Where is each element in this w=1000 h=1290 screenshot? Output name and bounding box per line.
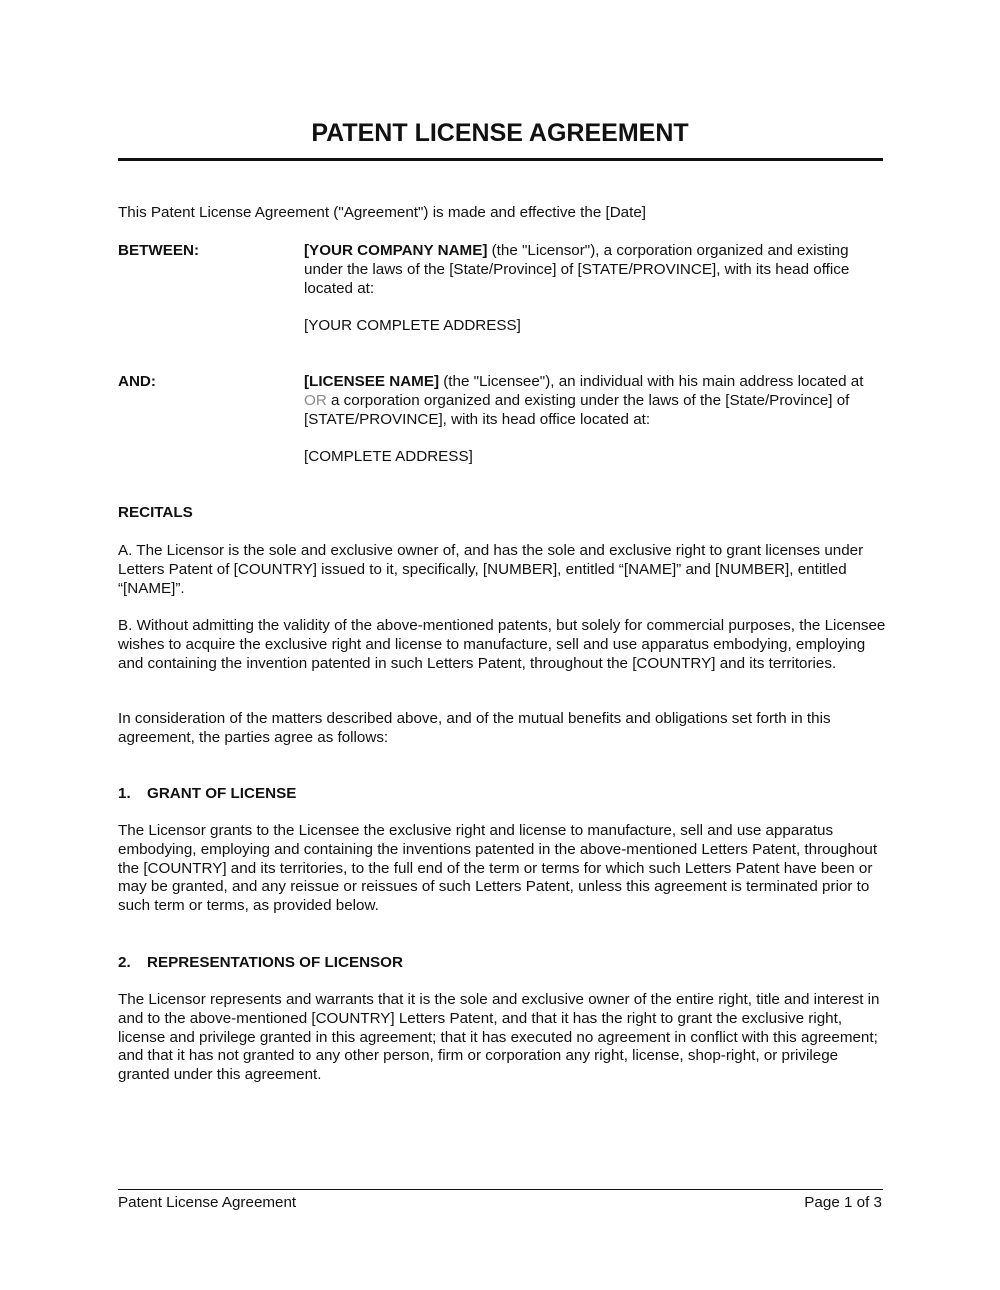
section-title: GRANT OF LICENSE (147, 785, 297, 802)
consideration-paragraph: In consideration of the matters described above, and of the mutual benefits and obligations set forth in this agreement, the parties agree as follows: (118, 710, 831, 746)
intro-paragraph: This Patent License Agreement ("Agreement") is made and effective the [Date] (118, 204, 647, 221)
document-title: PATENT LICENSE AGREEMENT (311, 119, 689, 147)
section-1-body: The Licensor grants to the Licensee the exclusive right and license to manufacture, sell and use apparatus embodying, employing and containing the inventions patented in the above-mentioned Letters Patent, throughout the [COUNTRY] and its territories, to the full end of the term or terms for which such Letters Patent have been or may be granted, and any reissue or reissues of such Letters Patent, unless this agreement is terminated prior to such term or terms, as provided below. (118, 822, 878, 915)
between-label: BETWEEN: (118, 242, 199, 259)
licensee-name: [LICENSEE NAME] (304, 373, 440, 390)
section-title: REPRESENTATIONS OF LICENSOR (147, 954, 403, 971)
section-number: 2. (118, 954, 131, 971)
licensor-paragraph (304, 242, 884, 298)
section-number: 1. (118, 785, 131, 802)
and-label: AND: (118, 373, 156, 390)
section-1-heading (118, 785, 296, 804)
section-2-body: The Licensor represents and warrants that it is the sole and exclusive owner of the entire right, title and interest in and to the above-mentioned [COUNTRY] Letters Patent, and that it has the right to grant the exclusive right, license and privilege granted in this agreement; that it has executed no agreement in conflict with this agreement; and that it has not granted to any other person, firm or corporation any right, license, shop-right, or privilege granted under this agreement. (118, 991, 880, 1084)
licensee-address: [COMPLETE ADDRESS] (304, 448, 473, 465)
footer-document-name: Patent License Agreement (118, 1194, 297, 1211)
licensee-description-start: (the "Licensee"), an individual with his main address located at (439, 373, 864, 390)
licensor-name: [YOUR COMPANY NAME] (304, 242, 488, 259)
licensee-paragraph (304, 373, 884, 429)
licensee-description-end: a corporation organized and existing under the laws of the [State/Province] of [STATE/PROVINCE], with its head office located at: (304, 391, 850, 428)
or-option-word: OR (304, 391, 327, 409)
recital-b: B. Without admitting the validity of the above-mentioned patents, but solely for commercial purposes, the Licensee wishes to acquire the exclusive right and license to manufacture, sell and use apparatus embodying, employing and containing the invention patented in such Letters Patent, throughout the [COUNTRY] and its territories. (118, 617, 886, 672)
licensor-description: (the "Licensor"), a corporation organized and existing under the laws of the [State/Province] of [STATE/PROVINCE], with its head office located at: (304, 242, 850, 297)
recital-a: A. The Licensor is the sole and exclusive owner of, and has the sole and exclusive right to grant licenses under Letters Patent of [COUNTRY] issued to it, specifically, [NUMBER], entitled “[NAME]” and [NUMBER], entitled “[NAME]”. (118, 542, 864, 597)
recitals-heading: RECITALS (118, 504, 193, 521)
footer-page-number: Page 1 of 3 (804, 1194, 882, 1211)
footer-divider (118, 1189, 883, 1190)
licensor-address: [YOUR COMPLETE ADDRESS] (304, 317, 521, 334)
title-divider (118, 158, 883, 161)
section-2-heading (118, 954, 403, 973)
